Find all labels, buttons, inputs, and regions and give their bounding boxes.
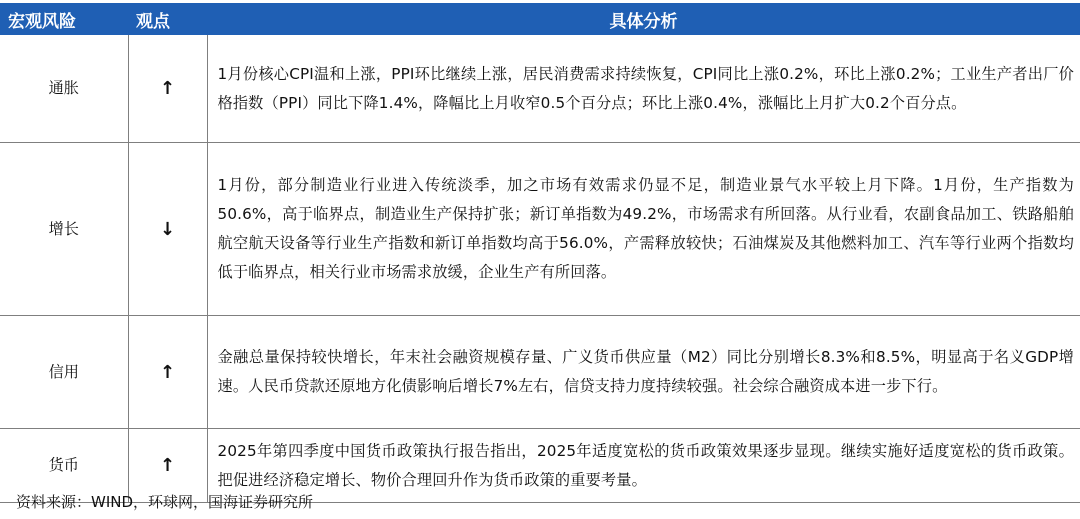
header-view: 观点 bbox=[128, 3, 207, 35]
risk-cell: 通胀 bbox=[0, 35, 128, 143]
header-risk: 宏观风险 bbox=[0, 3, 128, 35]
analysis-cell: 金融总量保持较快增长，年末社会融资规模存量、广义货币供应量（M2）同比分别增长8.3%和8.5%，明显高于名义GDP增速。人民币贷款还原地方化债影响后增长7%左右，信贷支持力度持续较强。社会综合融资成本进一步下行。 bbox=[207, 316, 1080, 429]
source-note: 资料来源：WIND，环球网，国海证券研究所 bbox=[16, 493, 314, 511]
risk-cell: 增长 bbox=[0, 143, 128, 316]
analysis-cell: 1月份，部分制造业行业进入传统淡季，加之市场有效需求仍显不足，制造业景气水平较上月下降。1月份，生产指数为50.6%，高于临界点，制造业生产保持扩张；新订单指数为49.2%，市场需求有所回落。从行业看，农副食品加工、铁路船舶航空航天设备等行业生产指数和新订单指数均高于56.0%，产需释放较快；石油煤炭及其他燃料加工、汽车等行业两个指数均低于临界点，相关行业市场需求放缓，企业生产有所回落。 bbox=[207, 143, 1080, 316]
header-analysis: 具体分析 bbox=[207, 3, 1080, 35]
analysis-cell: 1月份核心CPI温和上涨，PPI环比继续上涨，居民消费需求持续恢复，CPI同比上涨0.2%，环比上涨0.2%；工业生产者出厂价格指数（PPI）同比下降1.4%，降幅比上月收窄0.5个百分点；环比上涨0.4%，涨幅比上月扩大0.2个百分点。 bbox=[207, 35, 1080, 143]
macro-risk-table bbox=[0, 3, 1080, 503]
up-arrow-icon: ↑ bbox=[128, 429, 207, 503]
table-row bbox=[0, 35, 1080, 143]
table-row bbox=[0, 316, 1080, 429]
analysis-cell: 2025年第四季度中国货币政策执行报告指出，2025年适度宽松的货币政策效果逐步显现。继续实施好适度宽松的货币政策。把促进经济稳定增长、物价合理回升作为货币政策的重要考量。 bbox=[207, 429, 1080, 503]
table-row bbox=[0, 143, 1080, 316]
risk-cell: 信用 bbox=[0, 316, 128, 429]
risk-cell: 货币 bbox=[0, 429, 128, 503]
table-body bbox=[0, 35, 1080, 503]
up-arrow-icon: ↑ bbox=[128, 35, 207, 143]
macro-risk-table-container bbox=[0, 3, 1080, 503]
down-arrow-icon: ↓ bbox=[128, 143, 207, 316]
table-header bbox=[0, 3, 1080, 35]
header-row bbox=[0, 3, 1080, 35]
up-arrow-icon: ↑ bbox=[128, 316, 207, 429]
